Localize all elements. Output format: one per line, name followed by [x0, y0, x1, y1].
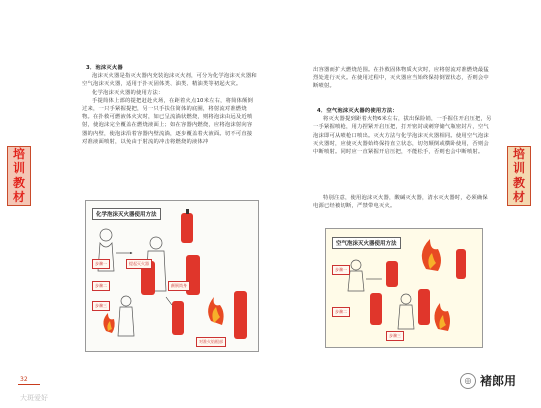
side-tab-left — [7, 146, 31, 206]
step-label: 步骤二 — [332, 307, 350, 317]
step-label: 步骤三 — [386, 331, 404, 341]
section-heading: 3．泡沫灭火器 — [86, 65, 123, 71]
tab-char: 教 — [12, 175, 25, 190]
diagram-illustration — [326, 229, 482, 347]
person-head-icon — [121, 296, 131, 306]
person-head-icon — [351, 260, 361, 270]
person-body-icon — [348, 271, 364, 291]
page-number: 32 — [20, 376, 28, 383]
right-column-note — [313, 194, 493, 210]
paragraph: 特别注意，使用泡沫灭火器，酸碱灭火器，清水灭火器时，必须确保电源已经被切断，严禁带电灭火。 — [313, 195, 488, 210]
left-column-text — [82, 64, 257, 146]
watermark-left: 大斑爱好 — [20, 394, 48, 402]
step-note: 提起灭火器 — [126, 259, 152, 269]
extinguisher-icon — [370, 293, 382, 325]
tab-char: 培 — [12, 146, 25, 161]
tab-char: 教 — [512, 175, 525, 190]
tab-char: 材 — [512, 190, 525, 205]
step-note: 对准火焰根部 — [196, 337, 226, 347]
tab-char: 培 — [512, 146, 525, 161]
step-label: 步骤二 — [92, 281, 110, 291]
person-head-icon — [401, 294, 411, 304]
step-label: 步骤一 — [92, 259, 110, 269]
extinguisher-icon — [234, 291, 247, 339]
paragraph: 化学泡沫灭火器的使用方法： — [92, 89, 164, 96]
right-column-text — [313, 107, 493, 156]
paragraph: 泡沫灭火器是指灭火器内充装泡沫灭火剂，可分为化学泡沫灭火器和空气泡沫灭火器，适用于扑灭固体类、油类、精油类等初起火灾。 — [82, 73, 257, 88]
diagram-title: 空气泡沫灭火器使用方法 — [332, 237, 401, 249]
tab-char: 材 — [12, 190, 25, 205]
person-head-icon — [100, 229, 112, 241]
extinguisher-icon — [418, 289, 430, 325]
section-heading: 4．空气泡沫灭火器的使用方法： — [317, 108, 398, 114]
step-note: 颠倒筒身 — [168, 281, 190, 291]
extinguisher-icon — [386, 261, 398, 287]
diagram-title: 化学泡沫灭火器使用方法 — [92, 208, 161, 220]
person-body-icon — [118, 307, 134, 336]
paragraph: 手提简体上部的提把赶赴火场，在距着火点10米左右，将简体颠倒过来，一只手紧握提把，另一只手扶住简体的底圈，将射流对准燃烧物。在扑救可燃液体火灾时，如已呈流淌状燃烧，则将泡沫由远及近喷射，使泡沫完全覆盖在燃烧液面上；如在容器内燃烧，应将泡沫射向容器的内壁，使泡沫沿着容器内壁流淌，逐步覆盖着火液面。切不可直接对准液面喷射，以免由于射流的冲击将燃烧的液体冲 — [82, 97, 254, 145]
extinguisher-icon — [172, 301, 184, 335]
paragraph: 将灭火器提到距着火物6米左右，拔出保险销，一手握住开启压把，另一手紧握喷枪，用力捏紧开启压把，打开密封或刺穿储气瓶密封片，空气泡沫即可从喷枪口喷出。灭火方法与化学泡沫灭火器相同。使用空气泡沫灭火器时，应使灭火器始终保持直立状态，切勿颠倒或横卧使用，否则会中断喷射。同时应一直紧握开启压把，不能松手，否则也会中断喷射。 — [313, 116, 492, 156]
diagram-illustration — [86, 201, 258, 351]
wechat-icon: ◎ — [460, 373, 476, 389]
side-tab-right — [507, 146, 531, 206]
right-column-top-text — [313, 66, 493, 91]
extinguisher-icon — [456, 249, 466, 279]
watermark-right — [460, 372, 516, 389]
tab-char: 训 — [512, 161, 525, 176]
diagram-chemical-foam — [85, 200, 259, 352]
page-number-underline — [18, 384, 40, 385]
step-label: 步骤三 — [92, 301, 110, 311]
diagram-air-foam — [325, 228, 483, 348]
paragraph: 出容器而扩大燃烧范围。在扑救固体物质火灾时，应将射流对准燃烧最猛烈处进行灭火。在使用过程中，灭火器应当始终保持倒置状态，否则会中断喷射。 — [313, 67, 489, 90]
extinguisher-icon — [181, 213, 193, 243]
person-body-icon — [398, 305, 414, 329]
watermark-name: 褚郎用 — [480, 374, 517, 388]
step-label: 步骤一 — [332, 265, 350, 275]
tab-char: 训 — [12, 161, 25, 176]
person-head-icon — [150, 237, 162, 249]
